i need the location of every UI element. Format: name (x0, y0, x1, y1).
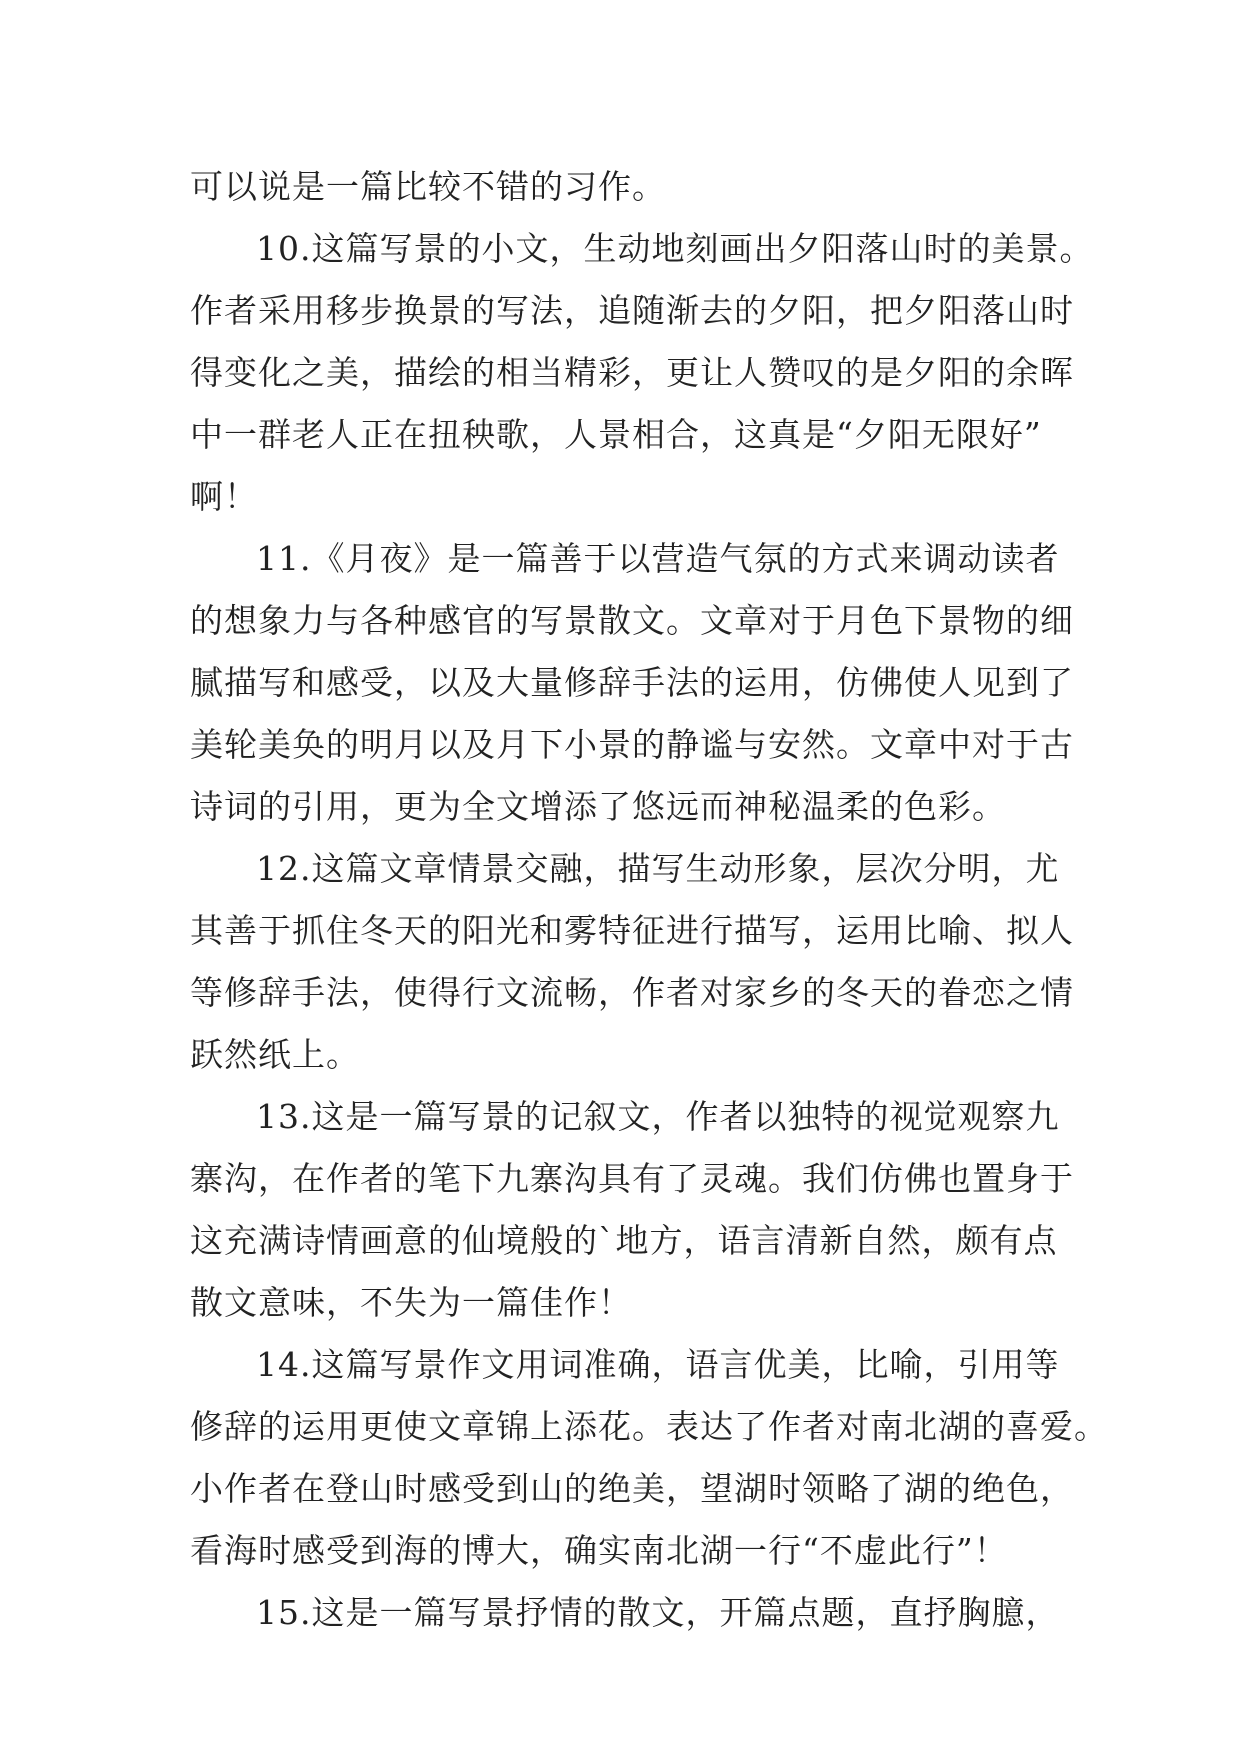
text-line: 中一群老人正在扭秧歌，人景相合，这真是“夕阳无限好” (190, 415, 1042, 454)
text-line: 13.这是一篇写景的记叙文，作者以独特的视觉观察九 (256, 1097, 1060, 1136)
text-line: 修辞的运用更使文章锦上添花。表达了作者对南北湖的喜爱。 (190, 1407, 1108, 1446)
text-line: 跃然纸上。 (190, 1035, 360, 1074)
text-line: 的想象力与各种感官的写景散文。文章对于月色下景物的细 (190, 601, 1074, 640)
paragraph-14 (190, 1334, 1108, 1582)
text-line: 14.这篇写景作文用词准确，语言优美，比喻，引用等 (256, 1345, 1060, 1384)
text-line: 小作者在登山时感受到山的绝美，望湖时领略了湖的绝色， (190, 1469, 1074, 1508)
text-line: 散文意味，不失为一篇佳作！ (190, 1283, 632, 1322)
paragraph-10 (190, 218, 1094, 528)
text-line: 可以说是一篇比较不错的习作。 (190, 167, 666, 206)
paragraph-13 (190, 1086, 1074, 1334)
text-line: 10.这篇写景的小文，生动地刻画出夕阳落山时的美景。 (256, 229, 1094, 268)
text-line: 其善于抓住冬天的阳光和雾特征进行描写，运用比喻、拟人 (190, 911, 1074, 950)
text-line: 等修辞手法，使得行文流畅，作者对家乡的冬天的眷恋之情 (190, 973, 1074, 1012)
paragraph-11 (190, 528, 1074, 838)
paragraph-9-continued (190, 156, 1065, 218)
paragraph-15 (190, 1582, 1065, 1644)
text-line: 15.这是一篇写景抒情的散文，开篇点题，直抒胸臆， (256, 1593, 1060, 1632)
document-body (190, 156, 1108, 1644)
text-line: 12.这篇文章情景交融，描写生动形象，层次分明，尤 (256, 849, 1060, 888)
text-line: 作者采用移步换景的写法，追随渐去的夕阳，把夕阳落山时 (190, 291, 1074, 330)
text-line: 看海时感受到海的博大，确实南北湖一行“不虚此行”！ (190, 1531, 1008, 1570)
text-line: 寨沟，在作者的笔下九寨沟具有了灵魂。我们仿佛也置身于 (190, 1159, 1074, 1198)
text-line: 11.《月夜》是一篇善于以营造气氛的方式来调动读者 (256, 539, 1060, 578)
text-line: 诗词的引用，更为全文增添了悠远而神秘温柔的色彩。 (190, 787, 1006, 826)
text-line: 啊！ (190, 477, 258, 516)
paragraph-12 (190, 838, 1074, 1086)
text-line: 腻描写和感受，以及大量修辞手法的运用，仿佛使人见到了 (190, 663, 1074, 702)
text-line: 美轮美奂的明月以及月下小景的静谧与安然。文章中对于古 (190, 725, 1074, 764)
text-line: 得变化之美，描绘的相当精彩，更让人赞叹的是夕阳的余晖 (190, 353, 1074, 392)
text-line: 这充满诗情画意的仙境般的`地方，语言清新自然，颇有点 (190, 1221, 1058, 1260)
